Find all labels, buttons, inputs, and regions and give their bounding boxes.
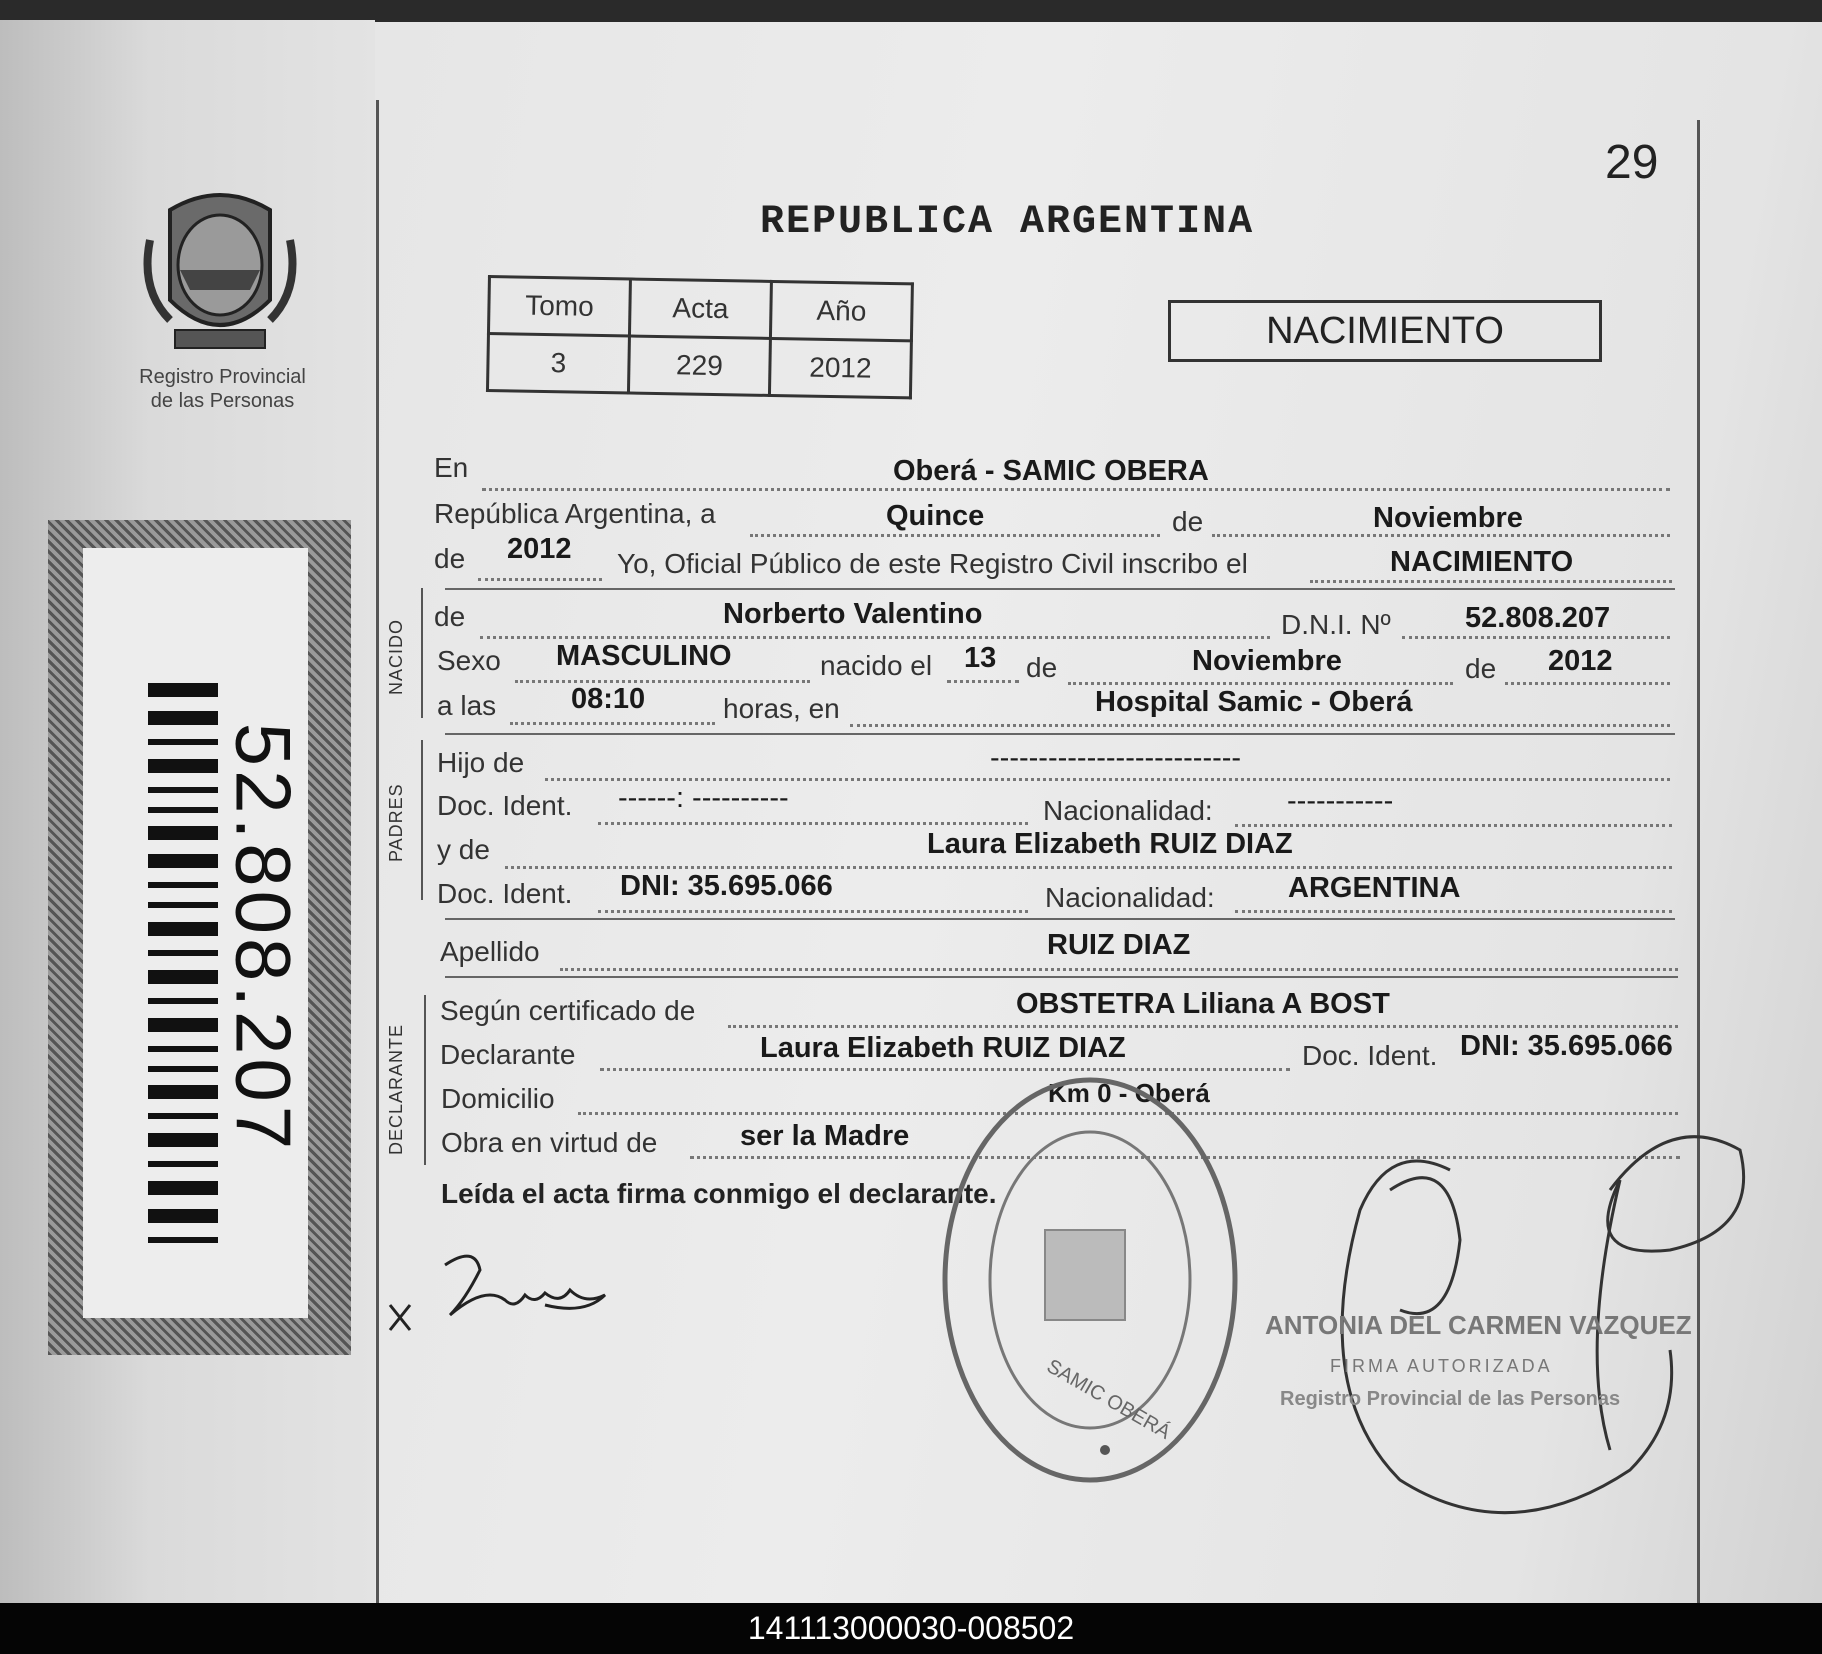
declarant-doc-value: DNI: 35.695.066 xyxy=(1460,1030,1673,1062)
anio-header: Año xyxy=(770,281,912,340)
tomo-header: Tomo xyxy=(488,277,630,336)
a-las-label: a las xyxy=(437,690,497,721)
en-label: En xyxy=(434,452,469,483)
declarante-section-label: DECLARANTE xyxy=(386,1023,406,1155)
official-org: Registro Provincial de las Personas xyxy=(1280,1388,1621,1410)
child-name-value: Norberto Valentino xyxy=(723,598,983,630)
section-bar xyxy=(424,995,426,1165)
dotted-line xyxy=(545,778,1670,781)
birth-year-value: 2012 xyxy=(1548,645,1613,677)
document-title: REPUBLICA ARGENTINA xyxy=(760,200,1255,245)
dotted-line xyxy=(750,534,1160,537)
nacionalidad-label: Nacionalidad: xyxy=(1043,795,1213,826)
certificate-value: OBSTETRA Liliana A BOST xyxy=(1016,988,1390,1020)
nacido-de3-label: de xyxy=(1465,653,1497,684)
birth-time-value: 08:10 xyxy=(571,683,646,715)
dotted-line xyxy=(482,488,1670,491)
year-value: 2012 xyxy=(507,533,572,565)
stamp-inner-text: SAMIC OBERÁ xyxy=(1042,1355,1175,1444)
certificado-label: Según certificado de xyxy=(440,995,696,1026)
horas-en-label: horas, en xyxy=(723,693,840,724)
dotted-line xyxy=(1402,636,1670,639)
stub-org-name xyxy=(110,365,335,413)
day-words-value: Quince xyxy=(886,500,985,532)
section-divider xyxy=(445,976,1678,978)
page-number: 29 xyxy=(1605,136,1659,189)
dotted-line xyxy=(480,636,1270,639)
hijo-de-label: Hijo de xyxy=(437,747,525,778)
section-divider xyxy=(445,733,1675,735)
nacionalidad-label: Nacionalidad: xyxy=(1045,882,1215,913)
oficial-text: Yo, Oficial Público de este Registro Civil inscribo el xyxy=(617,548,1248,579)
declarante-label: Declarante xyxy=(440,1039,576,1070)
inscription-type: NACIMIENTO xyxy=(1390,546,1574,578)
obra-label: Obra en virtud de xyxy=(441,1127,658,1158)
dotted-line xyxy=(505,866,1672,869)
father-nationality-value: ----------- xyxy=(1287,785,1394,817)
barcode-icon xyxy=(148,683,218,1243)
dotted-line xyxy=(1235,910,1672,913)
footer-code: 141113000030-008502 xyxy=(0,1603,1822,1654)
padres-section-label: PADRES xyxy=(386,783,406,862)
stub-panel xyxy=(0,20,375,1603)
domicilio-label: Domicilio xyxy=(441,1083,555,1114)
mother-nationality-value: ARGENTINA xyxy=(1288,872,1461,904)
dotted-line xyxy=(947,680,1019,683)
declarant-signature xyxy=(385,1245,645,1335)
barcode-panel xyxy=(48,520,351,1355)
province-emblem-icon xyxy=(140,180,300,360)
sex-value: MASCULINO xyxy=(556,640,732,672)
stub-org-line1: Registro Provincial xyxy=(139,366,306,388)
nacido-de-label: de xyxy=(434,601,466,632)
closing-statement: Leída el acta firma conmigo el declarante. xyxy=(441,1178,997,1209)
acta-header: Acta xyxy=(629,279,771,338)
dotted-line xyxy=(1068,682,1453,685)
section-bar xyxy=(421,740,423,900)
doc-ident-label: Doc. Ident. xyxy=(437,878,573,909)
registry-table xyxy=(486,275,914,399)
stub-dni-number xyxy=(219,648,308,1228)
dotted-line xyxy=(510,722,715,725)
stub-org-line2: de las Personas xyxy=(150,390,295,412)
dotted-line xyxy=(1505,682,1670,685)
dotted-line xyxy=(598,822,1028,825)
dotted-line xyxy=(1310,580,1672,583)
section-divider xyxy=(445,918,1675,920)
father-doc-value: ------: ---------- xyxy=(618,782,789,814)
delegation-stamp xyxy=(930,1060,1250,1500)
sexo-label: Sexo xyxy=(437,645,501,676)
de-label: de xyxy=(1172,506,1204,537)
anio-value: 2012 xyxy=(769,338,911,397)
de2-label: de xyxy=(434,543,466,574)
dni-label: D.N.I. Nº xyxy=(1281,609,1391,640)
dotted-line xyxy=(1235,824,1672,827)
place-value: Oberá - SAMIC OBERA xyxy=(893,455,1209,487)
dotted-line xyxy=(515,680,810,683)
document-type-box: NACIMIENTO xyxy=(1168,300,1602,362)
declarant-name-value: Laura Elizabeth RUIZ DIAZ xyxy=(760,1032,1126,1064)
section-divider xyxy=(445,588,1675,590)
republica-label: República Argentina, a xyxy=(434,498,716,529)
official-name: ANTONIA DEL CARMEN VAZQUEZ xyxy=(1265,1310,1692,1340)
page-top-edge xyxy=(0,0,1822,22)
birth-place-value: Hospital Samic - Oberá xyxy=(1095,686,1413,718)
official-title: FIRMA AUTORIZADA xyxy=(1330,1356,1553,1376)
birth-month-value: Noviembre xyxy=(1192,645,1342,677)
barcode-label xyxy=(83,548,308,1318)
father-name-value: -------------------------- xyxy=(990,742,1242,774)
stub-dni-text: 52.808.207 xyxy=(219,722,308,1154)
dotted-line xyxy=(850,724,1670,727)
month-value: Noviembre xyxy=(1373,502,1523,534)
address-value: Km 0 - Oberá xyxy=(1048,1078,1210,1108)
nacido-el-label: nacido el xyxy=(820,650,933,681)
stub-divider xyxy=(376,100,379,1603)
surname-value: RUIZ DIAZ xyxy=(1047,929,1191,961)
nacido-section-label: NACIDO xyxy=(386,618,406,695)
dotted-line xyxy=(598,910,1028,913)
section-bar xyxy=(421,588,423,718)
mother-name-value: Laura Elizabeth RUIZ DIAZ xyxy=(927,828,1293,860)
decl-doc-label: Doc. Ident. xyxy=(1302,1040,1438,1071)
child-dni-value: 52.808.207 xyxy=(1465,602,1611,634)
capacity-value: ser la Madre xyxy=(740,1120,910,1152)
apellido-label: Apellido xyxy=(440,936,540,967)
dotted-line xyxy=(478,578,602,581)
acta-value: 229 xyxy=(628,336,770,395)
y-de-label: y de xyxy=(437,834,490,865)
nacido-de2-label: de xyxy=(1026,652,1058,683)
tomo-value: 3 xyxy=(487,334,629,393)
birth-day-value: 13 xyxy=(964,642,997,674)
dotted-line xyxy=(560,968,1678,971)
mother-doc-value: DNI: 35.695.066 xyxy=(620,870,833,902)
doc-ident-label: Doc. Ident. xyxy=(437,790,573,821)
dotted-line xyxy=(728,1025,1678,1028)
